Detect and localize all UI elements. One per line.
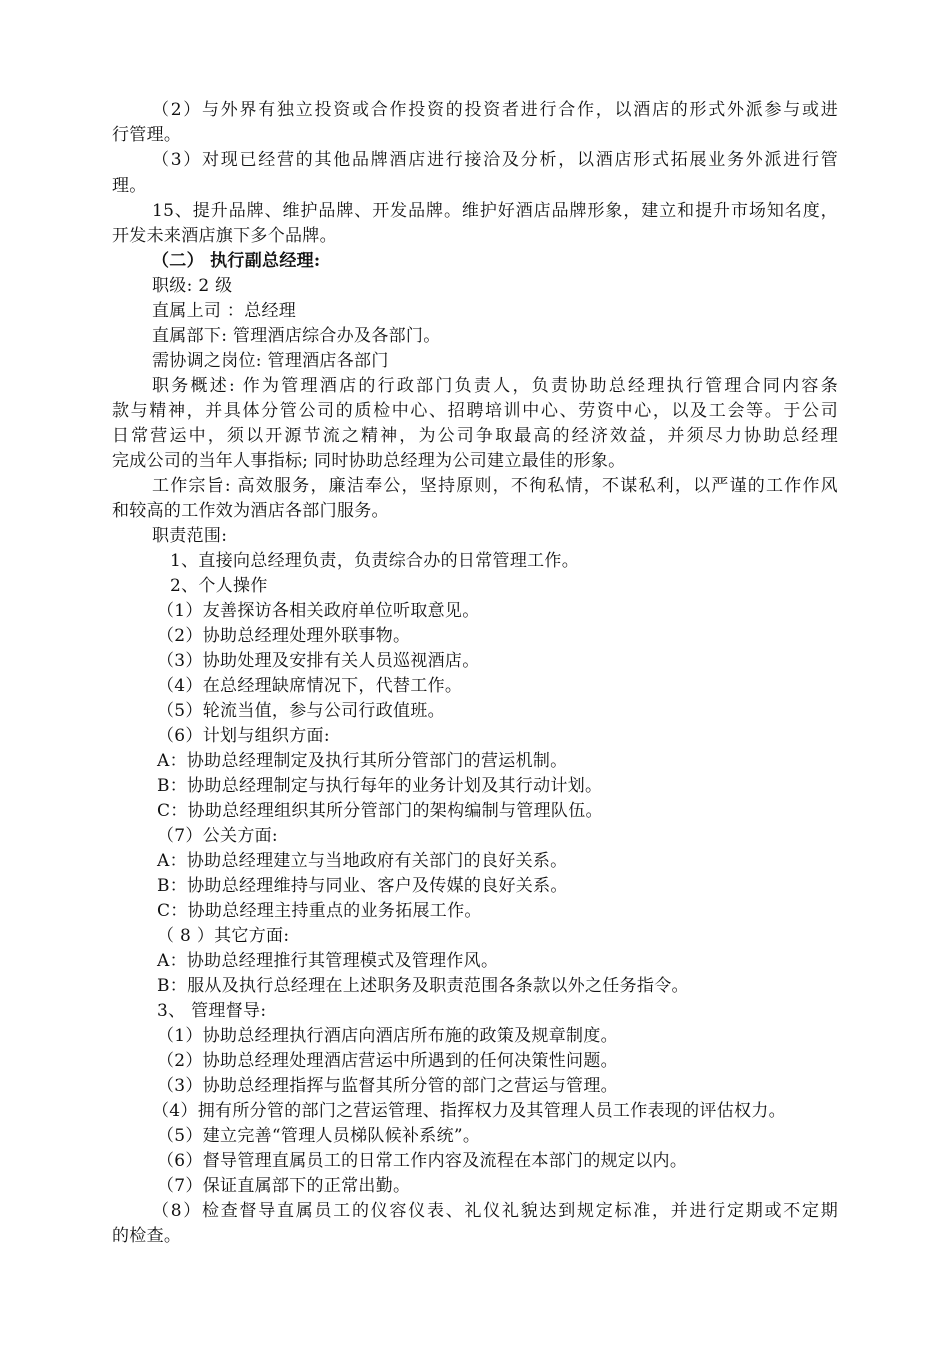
paragraph-line: （3）对现已经营的其他品牌酒店进行接洽及分析，以酒店形式拓展业务外派进行管 xyxy=(152,150,838,170)
job-grade: 职级: 2 级 xyxy=(152,276,233,296)
coordination-positions: 需协调之岗位: 管理酒店各部门 xyxy=(152,351,389,371)
direct-superior: 直属上司 ：总经理 xyxy=(152,301,297,321)
list-item: （5）建立完善“管理人员梯队候补系统”。 xyxy=(157,1126,481,1146)
paragraph-line: 开发未来酒店旗下多个品牌。 xyxy=(112,226,337,246)
duties-heading: 职责范围: xyxy=(152,526,228,546)
paragraph-line: 理。 xyxy=(112,176,147,196)
list-item: （2）协助总经理处理酒店营运中所遇到的任何决策性问题。 xyxy=(157,1051,618,1071)
list-item: A：协助总经理推行其管理模式及管理作风。 xyxy=(157,951,499,971)
list-item: A：协助总经理制定及执行其所分管部门的营运机制。 xyxy=(157,751,568,771)
list-item: 1、直接向总经理负责，负责综合办的日常管理工作。 xyxy=(170,551,580,571)
list-item: （8）检查督导直属员工的仪容仪表、礼仪礼貌达到规定标准，并进行定期或不定期 xyxy=(152,1201,838,1221)
paragraph-line: 和较高的工作效为酒店各部门服务。 xyxy=(112,501,389,521)
list-item: C：协助总经理组织其所分管部门的架构编制与管理队伍。 xyxy=(157,801,603,821)
list-item: C：协助总经理主持重点的业务拓展工作。 xyxy=(157,901,482,921)
list-item: A：协助总经理建立与当地政府有关部门的良好关系。 xyxy=(157,851,568,871)
list-item: （6）督导管理直属员工的日常工作内容及流程在本部门的规定以内。 xyxy=(157,1151,688,1171)
paragraph-line: 工作宗旨: 高效服务，廉洁奉公，坚持原则，不徇私情，不谋私利，以严谨的工作作风 xyxy=(152,476,838,496)
list-item: B：协助总经理维持与同业、客户及传媒的良好关系。 xyxy=(157,876,568,896)
list-item: （7）公关方面: xyxy=(157,826,278,846)
direct-subordinates: 直属部下: 管理酒店综合办及各部门。 xyxy=(152,326,441,346)
list-item: （4）在总经理缺席情况下，代替工作。 xyxy=(157,676,463,696)
list-item: （2）协助总经理处理外联事物。 xyxy=(157,626,411,646)
paragraph-line: 行管理。 xyxy=(112,125,182,145)
list-item: （1）协助总经理执行酒店向酒店所布施的政策及规章制度。 xyxy=(157,1026,618,1046)
list-item: 3、 管理督导: xyxy=(157,1001,267,1021)
list-item: （6）计划与组织方面: xyxy=(157,726,330,746)
list-item: B：协助总经理制定与执行每年的业务计划及其行动计划。 xyxy=(157,776,603,796)
list-item: （3）协助处理及安排有关人员巡视酒店。 xyxy=(157,651,480,671)
list-item: （ 8 ）其它方面: xyxy=(157,926,290,946)
list-item: （1）友善探访各相关政府单位听取意见。 xyxy=(157,601,480,621)
paragraph-line: 15、提升品牌、维护品牌、开发品牌。维护好酒店品牌形象，建立和提升市场知名度， xyxy=(152,201,838,221)
list-item: （4）拥有所分管的部门之营运管理、指挥权力及其管理人员工作表现的评估权力。 xyxy=(152,1101,786,1121)
paragraph-line: 完成公司的当年人事指标; 同时协助总经理为公司建立最佳的形象。 xyxy=(112,451,626,471)
list-item: （5）轮流当值，参与公司行政值班。 xyxy=(157,701,445,721)
list-item: 2、个人操作 xyxy=(170,576,268,596)
list-item: B：服从及执行总经理在上述职务及职责范围各条款以外之任务指令。 xyxy=(157,976,689,996)
paragraph-line: 职务概述: 作为管理酒店的行政部门负责人，负责协助总经理执行管理合同内容条 xyxy=(152,376,838,396)
paragraph-line: 的检查。 xyxy=(112,1226,182,1246)
section-heading: （二） 执行副总经理: xyxy=(152,251,321,271)
list-item: （7）保证直属部下的正常出勤。 xyxy=(157,1176,411,1196)
paragraph-line: （2）与外界有独立投资或合作投资的投资者进行合作，以酒店的形式外派参与或进 xyxy=(152,100,838,120)
list-item: （3）协助总经理指挥与监督其所分管的部门之营运与管理。 xyxy=(157,1076,618,1096)
paragraph-line: 日常营运中，须以开源节流之精神，为公司争取最高的经济效益，并须尽力协助总经理 xyxy=(112,426,838,446)
paragraph-line: 款与精神，并具体分管公司的质检中心、招聘培训中心、劳资中心，以及工会等。于公司 xyxy=(112,401,838,421)
